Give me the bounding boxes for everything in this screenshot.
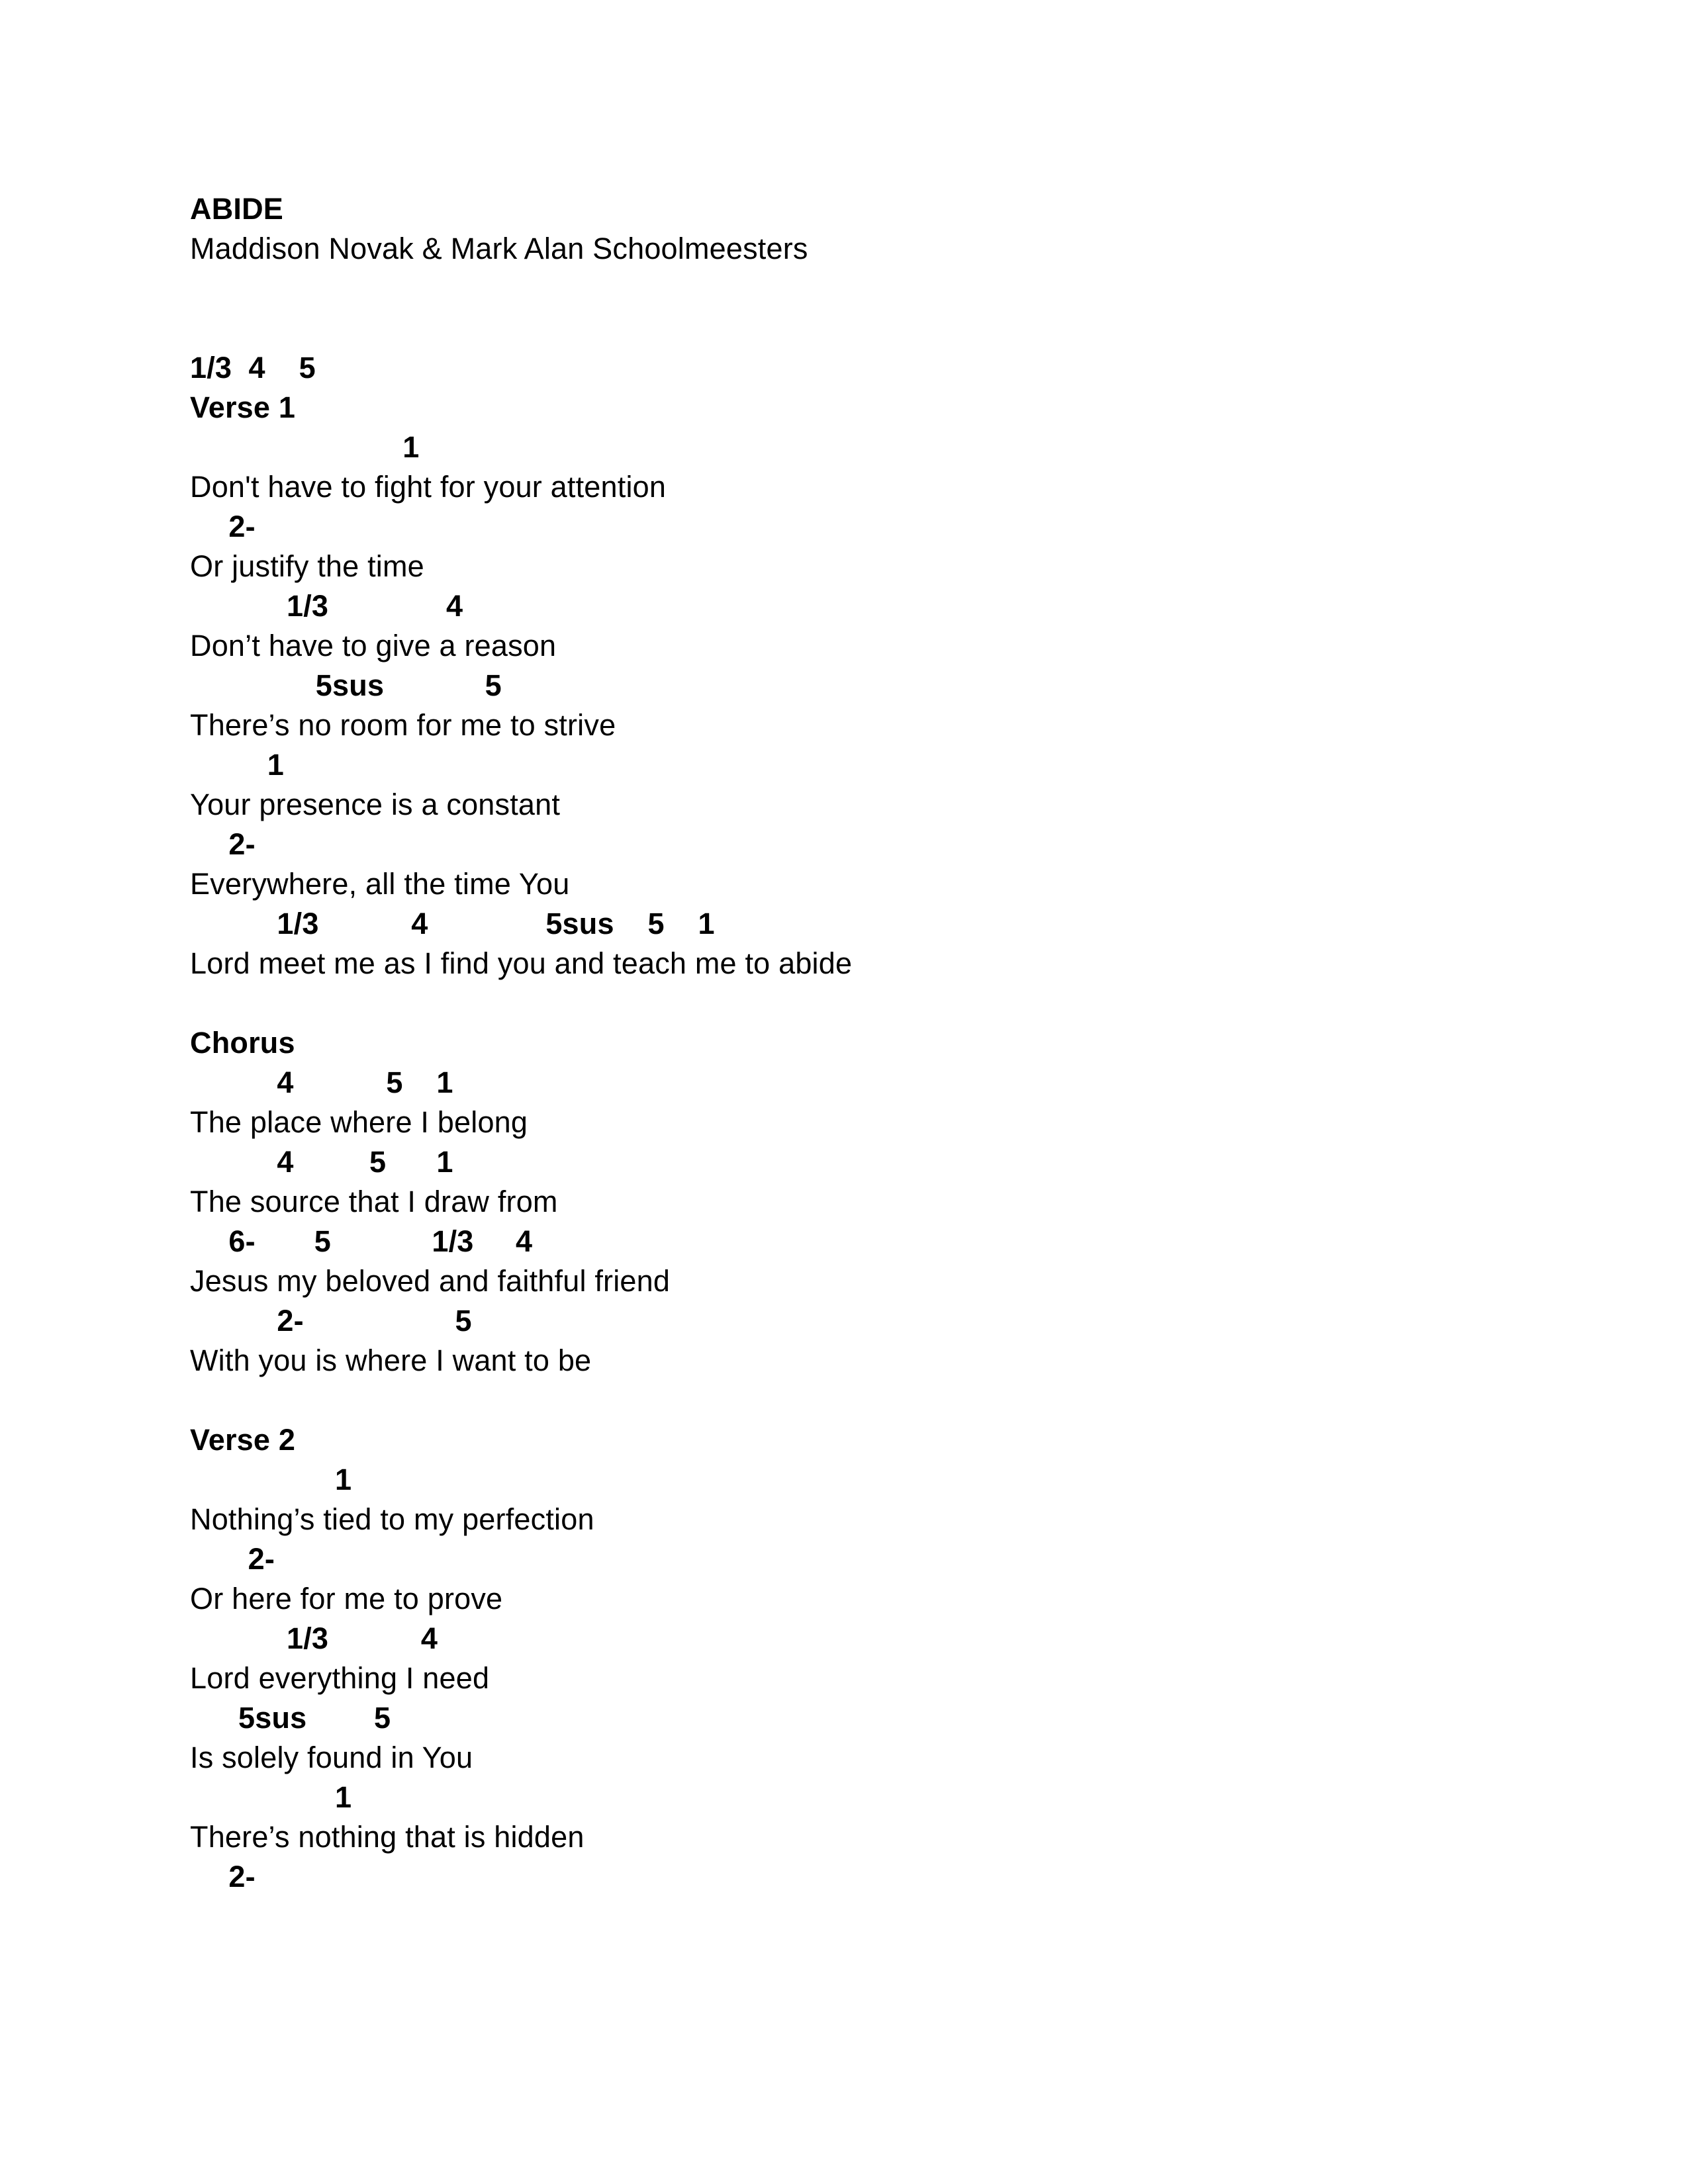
lyric-line-chl4 — [190, 1341, 1514, 1381]
chord-line-v2c2 — [190, 1539, 1514, 1579]
blank-line-gap2 — [190, 308, 1514, 348]
chord-line-v1c7 — [190, 904, 1514, 944]
chord-line-v1c4 — [190, 666, 1514, 705]
lyric-line-v1l7 — [190, 944, 1514, 983]
chord-line-text: 2- — [248, 1542, 275, 1576]
chord-line-text: 1 — [335, 1780, 352, 1814]
lyric-line-v2l2 — [190, 1579, 1514, 1619]
lyric-line-v1l3 — [190, 626, 1514, 666]
chord-line-text: 5sus 5 — [315, 668, 502, 702]
lyric-line-text: There’s nothing that is hidden — [190, 1820, 585, 1854]
blank-line-gap3 — [190, 983, 1514, 1023]
lyric-line-v2l5 — [190, 1817, 1514, 1857]
section-heading-text: ABIDE — [190, 192, 284, 226]
chord-line-v1c6 — [190, 825, 1514, 864]
lyric-line-text: Your presence is a constant — [190, 788, 561, 821]
lyric-line-text: The source that I draw from — [190, 1185, 558, 1218]
lyric-line-v1l5 — [190, 785, 1514, 825]
lyric-line-text: Or justify the time — [190, 549, 424, 583]
chord-line-v1c5 — [190, 745, 1514, 785]
lyric-line-text: Lord meet me as I find you and teach me to abide — [190, 946, 853, 980]
chord-line-text: 1/3 4 5 — [190, 351, 316, 385]
blank-line-gap4 — [190, 1381, 1514, 1420]
section-heading-chhead — [190, 1023, 1514, 1063]
chord-line-v2c4 — [190, 1698, 1514, 1738]
chord-line-v2c6 — [190, 1857, 1514, 1897]
lyric-line-text: There’s no room for me to strive — [190, 708, 616, 742]
chord-line-v1c3 — [190, 586, 1514, 626]
chord-line-v2c1 — [190, 1460, 1514, 1500]
blank-line-gap1 — [190, 269, 1514, 308]
chord-line-text: 1/3 4 — [287, 1621, 438, 1655]
section-heading-v2head — [190, 1420, 1514, 1460]
chord-line-text: 2- — [228, 1860, 256, 1893]
chord-line-text: 2- — [228, 827, 256, 861]
lyric-line-v1l2 — [190, 547, 1514, 586]
section-heading-title — [190, 189, 1514, 229]
section-heading-text: Verse 2 — [190, 1423, 296, 1457]
chord-line-text: 1 — [335, 1463, 352, 1496]
chord-chart-body — [190, 189, 1514, 1897]
lyric-line-text: Lord everything I need — [190, 1661, 490, 1695]
lyric-line-text: Don't have to fight for your attention — [190, 470, 667, 504]
chord-line-v2c5 — [190, 1778, 1514, 1817]
chord-line-intro — [190, 348, 1514, 388]
chord-line-chc2 — [190, 1142, 1514, 1182]
chord-line-text: 2- — [228, 510, 256, 543]
chord-line-chc3 — [190, 1222, 1514, 1261]
chord-line-text: 5sus 5 — [238, 1701, 391, 1735]
lyric-line-chl3 — [190, 1261, 1514, 1301]
lyric-line-chl2 — [190, 1182, 1514, 1222]
lyric-line-text: Jesus my beloved and faithful friend — [190, 1264, 671, 1298]
chord-line-text: 4 5 1 — [277, 1145, 453, 1179]
chord-line-chc1 — [190, 1063, 1514, 1103]
chord-line-text: 1 — [267, 748, 285, 782]
chord-line-v2c3 — [190, 1619, 1514, 1659]
chord-line-text: 1/3 4 5sus 5 1 — [277, 907, 715, 940]
chord-line-text: 6- 5 1/3 4 — [228, 1224, 533, 1258]
chord-line-text: 1/3 4 — [287, 589, 463, 623]
chord-line-v1c1 — [190, 428, 1514, 467]
lyric-line-v2l4 — [190, 1738, 1514, 1778]
lyric-line-text: Everywhere, all the time You — [190, 867, 570, 901]
lyric-line-text: Nothing’s tied to my perfection — [190, 1502, 594, 1536]
lyric-line-text: Don’t have to give a reason — [190, 629, 557, 662]
lyric-line-v1l1 — [190, 467, 1514, 507]
lyric-line-text: Or here for me to prove — [190, 1582, 503, 1615]
lyric-line-byline — [190, 229, 1514, 269]
lyric-line-v1l6 — [190, 864, 1514, 904]
chord-line-text: 4 5 1 — [277, 1066, 453, 1099]
lyric-line-text: Maddison Novak & Mark Alan Schoolmeesters — [190, 232, 808, 265]
lyric-line-v1l4 — [190, 705, 1514, 745]
lyric-line-v2l1 — [190, 1500, 1514, 1539]
chord-line-text: 1 — [402, 430, 420, 464]
lyric-line-text: Is solely found in You — [190, 1741, 473, 1774]
lyric-line-text: With you is where I want to be — [190, 1343, 592, 1377]
lyric-line-text: The place where I belong — [190, 1105, 528, 1139]
chord-line-text: 2- 5 — [277, 1304, 472, 1338]
section-heading-v1head — [190, 388, 1514, 428]
section-heading-text: Chorus — [190, 1026, 295, 1060]
lyric-line-v2l3 — [190, 1659, 1514, 1698]
lyric-line-chl1 — [190, 1103, 1514, 1142]
chord-line-v1c2 — [190, 507, 1514, 547]
section-heading-text: Verse 1 — [190, 390, 296, 424]
chord-line-chc4 — [190, 1301, 1514, 1341]
